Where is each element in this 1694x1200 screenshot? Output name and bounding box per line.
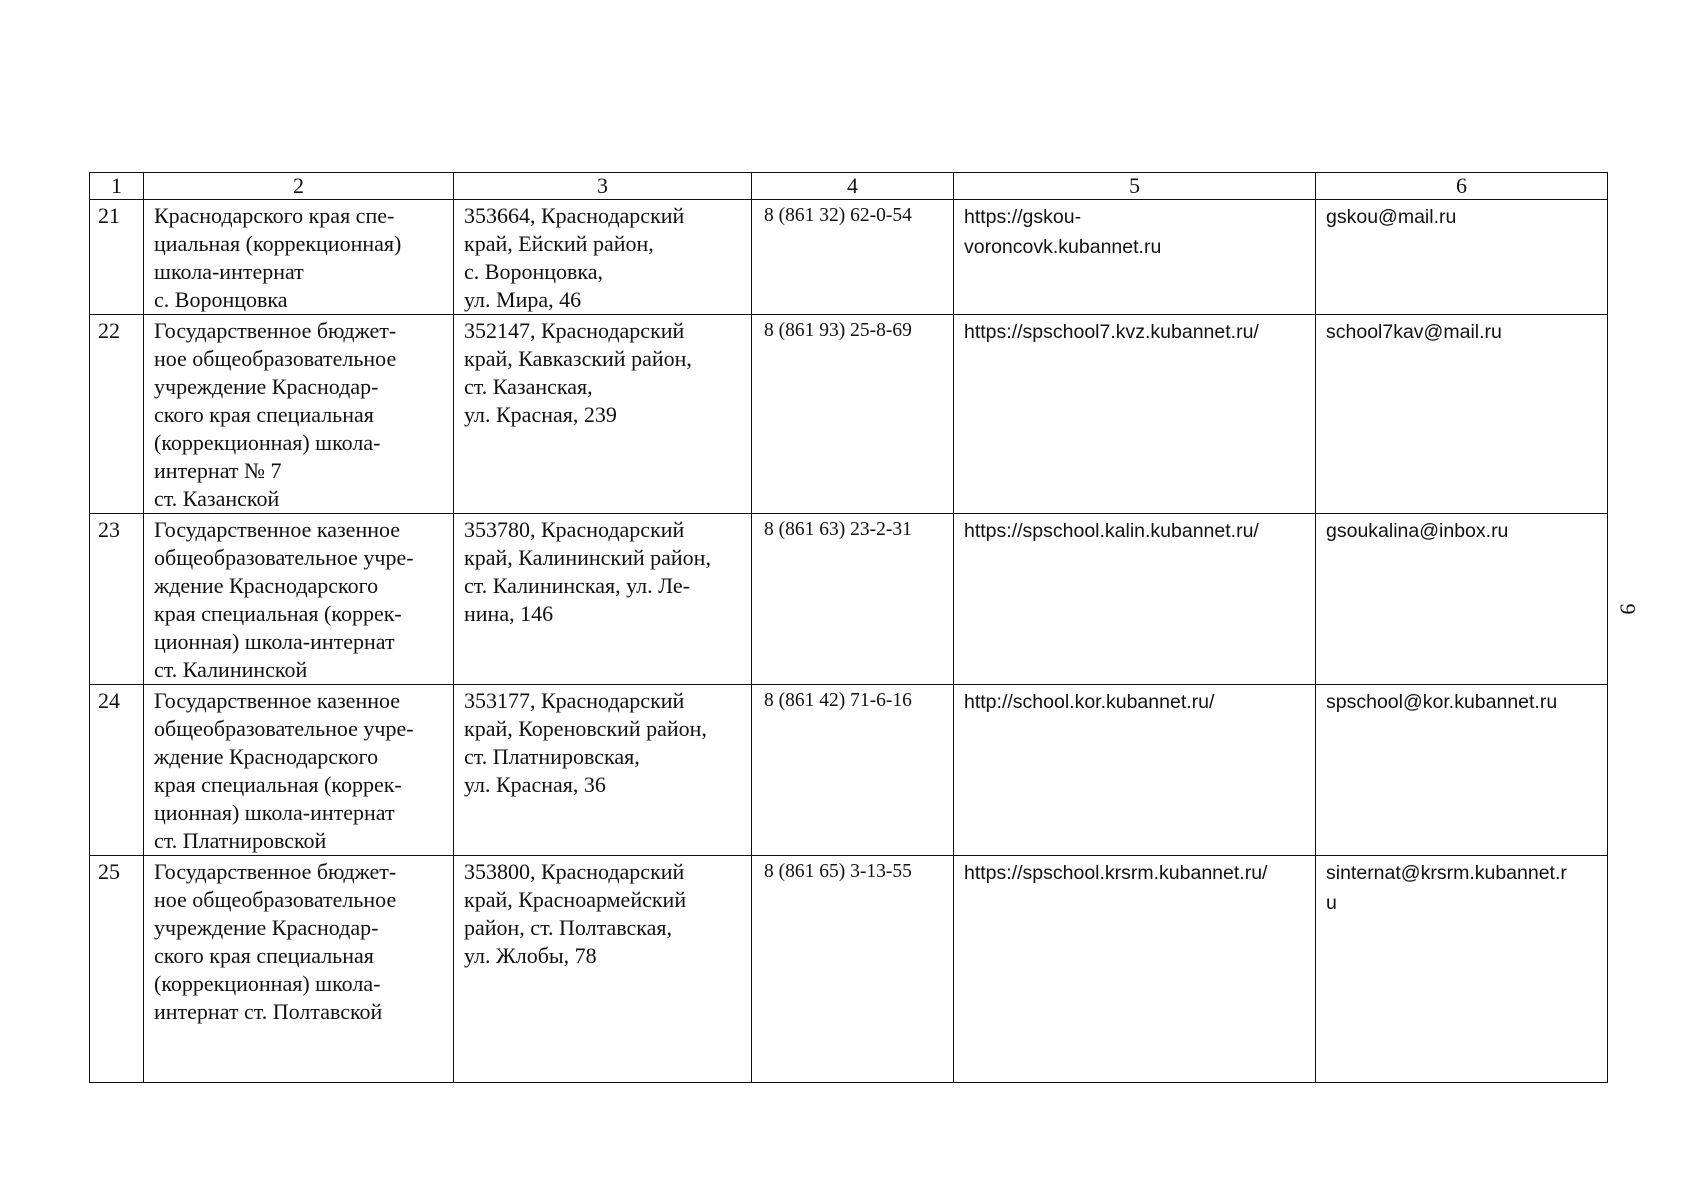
institution-address: 353177, Краснодарский край, Кореновский район, ст. Платнировская, ул. Красная, 36 — [464, 688, 707, 797]
institution-name: Государственное бюджет- ное общеобразовательное учреждение Краснодар- ского края специальная (коррекционная) школа- интернат № 7 ст. Казанской — [154, 318, 397, 511]
institution-phone: 8 (861 32) 62-0-54 — [764, 205, 912, 226]
institution-email: school7kav@mail.ru — [1326, 321, 1502, 343]
institution-name: Государственное казенное общеобразовательное учре- ждение Краснодарского края специальная (коррек- ционная) школа-интернат ст. Калининской — [154, 517, 414, 682]
column-number-row — [90, 173, 1608, 200]
institution-name: Государственное казенное общеобразовательное учре- ждение Краснодарского края специальная (коррек- ционная) школа-интернат ст. Платнировской — [154, 688, 414, 853]
table-row — [90, 200, 1608, 315]
column-number: 3 — [454, 173, 752, 200]
institution-address: 353664, Краснодарский край, Ейский район, с. Воронцовка, ул. Мира, 46 — [464, 203, 685, 312]
table-row — [90, 514, 1608, 685]
table-row — [90, 315, 1608, 514]
institution-name: Краснодарского края спе- циальная (коррекционная) школа-интернат с. Воронцовка — [154, 203, 402, 312]
column-number: 2 — [144, 173, 454, 200]
row-number: 23 — [98, 517, 120, 542]
institution-phone: 8 (861 42) 71-6-16 — [764, 690, 912, 711]
row-number: 21 — [98, 203, 120, 228]
institution-email: sinternat@krsrm.kubannet.r u — [1326, 862, 1567, 914]
schools-table — [89, 172, 1608, 1083]
institution-website: https://gskou- voroncovk.kubannet.ru — [964, 206, 1162, 258]
column-number: 5 — [954, 173, 1316, 200]
institution-address: 353800, Краснодарский край, Красноармейский район, ст. Полтавская, ул. Жлобы, 78 — [464, 859, 687, 968]
institution-phone: 8 (861 63) 23-2-31 — [764, 519, 912, 540]
column-number: 6 — [1316, 173, 1608, 200]
column-number: 4 — [752, 173, 954, 200]
institution-name: Государственное бюджет- ное общеобразовательное учреждение Краснодар- ского края специальная (коррекционная) школа- интернат ст. Полтавской — [154, 859, 397, 1024]
institution-website: https://spschool7.kvz.kubannet.ru/ — [964, 321, 1259, 343]
row-number: 24 — [98, 688, 120, 713]
row-number: 22 — [98, 318, 120, 343]
institution-address: 352147, Краснодарский край, Кавказский район, ст. Казанская, ул. Красная, 239 — [464, 318, 692, 427]
page-number: 9 — [1615, 603, 1641, 615]
row-number: 25 — [98, 859, 120, 884]
institution-email: spschool@kor.kubannet.ru — [1326, 691, 1558, 713]
institution-website: https://spschool.kalin.kubannet.ru/ — [964, 520, 1259, 542]
institution-website: https://spschool.krsrm.kubannet.ru/ — [964, 862, 1268, 884]
table-row — [90, 856, 1608, 1083]
institution-email: gskou@mail.ru — [1326, 206, 1457, 228]
institution-phone: 8 (861 93) 25-8-69 — [764, 320, 912, 341]
column-number: 1 — [90, 173, 144, 200]
institution-website: http://school.kor.kubannet.ru/ — [964, 691, 1215, 713]
table-row — [90, 685, 1608, 856]
institution-email: gsoukalina@inbox.ru — [1326, 520, 1509, 542]
institution-phone: 8 (861 65) 3-13-55 — [764, 861, 912, 882]
institution-address: 353780, Краснодарский край, Калининский район, ст. Калининская, ул. Ле- нина, 146 — [464, 517, 711, 626]
